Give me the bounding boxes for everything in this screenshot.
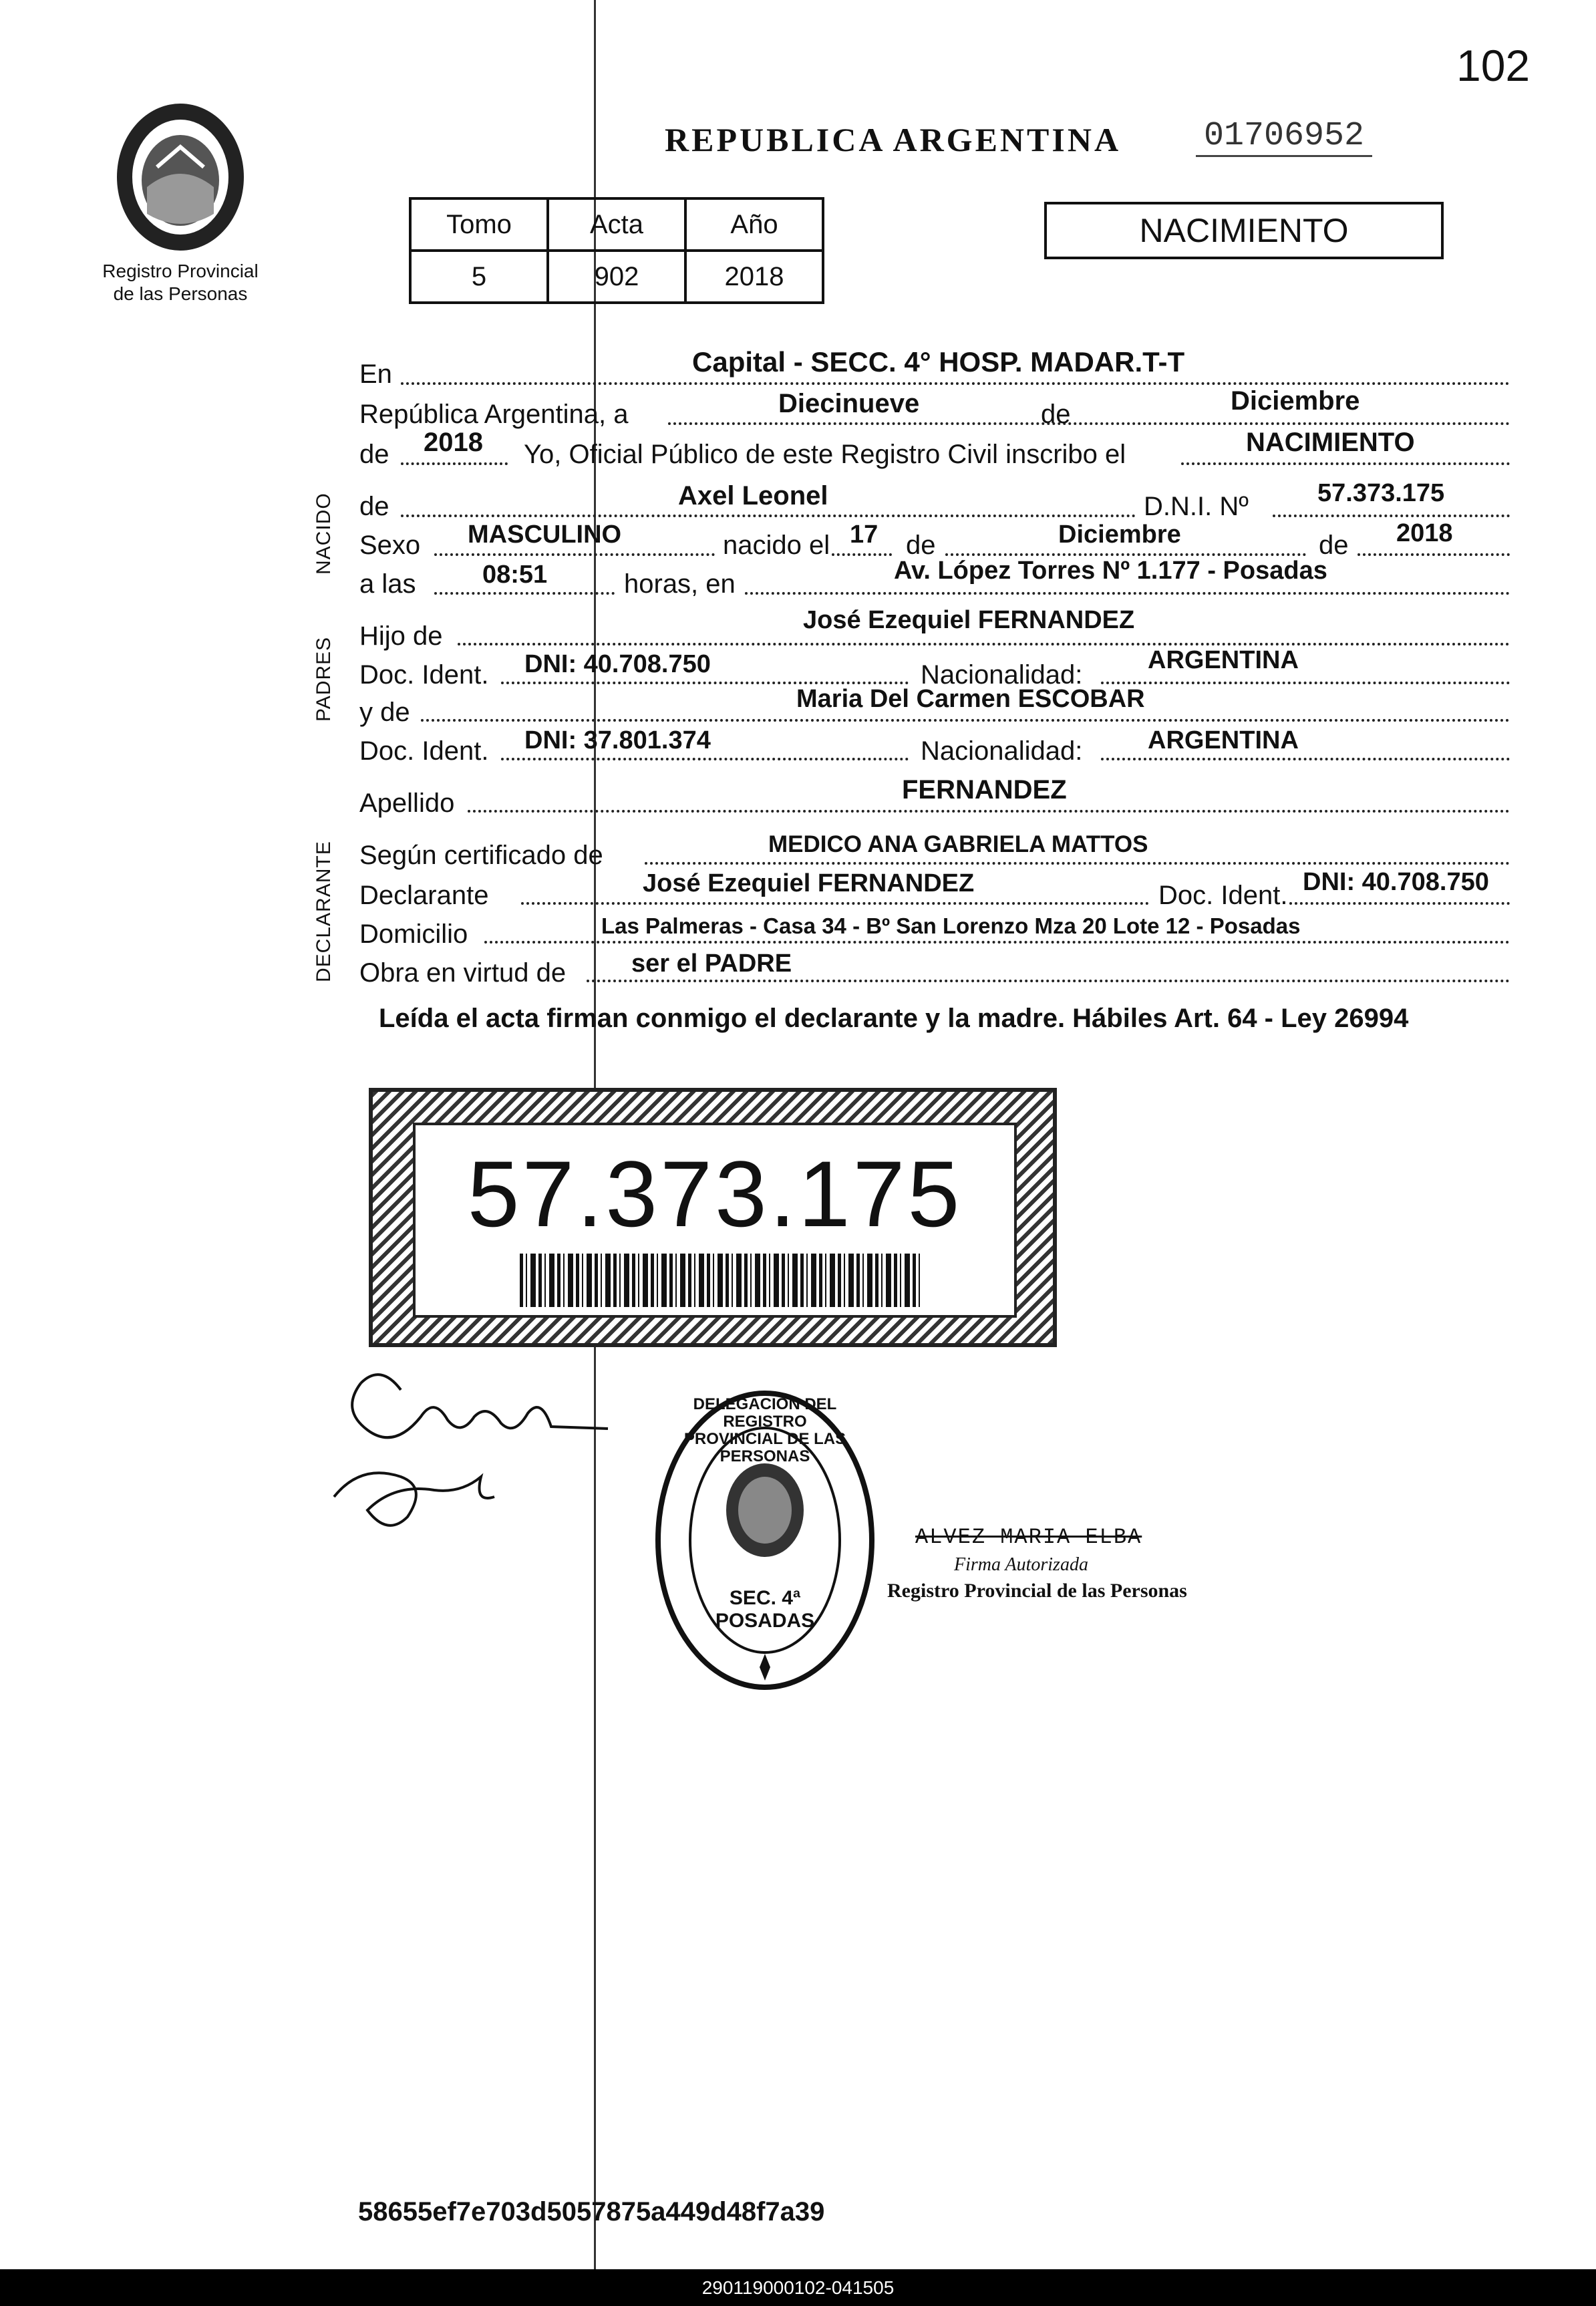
label-declarante: Declarante xyxy=(359,881,489,910)
dots xyxy=(401,382,1510,385)
value-declarante-doc: DNI: 40.708.750 xyxy=(1303,868,1489,896)
label-sexo: Sexo xyxy=(359,531,421,560)
dots xyxy=(401,462,508,465)
value-madre: Maria Del Carmen ESCOBAR xyxy=(796,685,1145,713)
value-nombre: Axel Leonel xyxy=(678,481,828,511)
value-hora: 08:51 xyxy=(482,561,548,589)
serial-number: 01706952 xyxy=(1196,117,1372,157)
dots xyxy=(501,758,909,760)
value-lugar: Capital - SECC. 4° HOSP. MADAR.T-T xyxy=(692,346,1185,378)
dots xyxy=(484,941,1510,944)
province-logo xyxy=(100,100,261,254)
dni-stamp-number: 57.373.175 xyxy=(467,1141,963,1246)
value-certificado: MEDICO ANA GABRIELA MATTOS xyxy=(768,831,1148,857)
value-lugar-nac: Av. López Torres Nº 1.177 - Posadas xyxy=(894,557,1327,585)
table-header-acta: Acta xyxy=(548,198,685,251)
value-anio: 2018 xyxy=(424,428,483,457)
value-padre-nac: ARGENTINA xyxy=(1148,646,1299,674)
dots xyxy=(421,719,1510,722)
barcode xyxy=(520,1254,921,1307)
side-label-padres: PADRES xyxy=(313,636,335,722)
seal-inner-text: SEC. 4ª POSADAS xyxy=(715,1587,815,1632)
dots xyxy=(1358,553,1510,556)
value-obra: ser el PADRE xyxy=(631,950,792,978)
value-padre-doc: DNI: 40.708.750 xyxy=(524,650,711,678)
seal-ring-text: DELEGACION DEL REGISTRO PROVINCIAL DE LAS PERSONAS xyxy=(683,1395,846,1465)
closing-text: Leída el acta firman conmigo el declarante y la madre. Hábiles Art. 64 - Ley 26994 xyxy=(379,1004,1409,1033)
label-doc-ident-2: Doc. Ident. xyxy=(359,736,489,766)
dots xyxy=(1273,515,1510,517)
page-number: 102 xyxy=(1456,41,1531,90)
signer-role: Firma Autorizada xyxy=(954,1554,1088,1575)
official-seal xyxy=(651,1387,879,1701)
value-dni: 57.373.175 xyxy=(1317,479,1445,507)
dots xyxy=(401,515,1136,517)
dots xyxy=(1181,462,1510,465)
table-value-anio: 2018 xyxy=(685,251,823,303)
label-hijo-de: Hijo de xyxy=(359,621,443,651)
label-de-month: de xyxy=(1041,400,1071,429)
label-nacionalidad-2: Nacionalidad: xyxy=(921,736,1083,766)
side-label-declarante: DECLARANTE xyxy=(313,841,335,982)
value-apellido: FERNANDEZ xyxy=(902,775,1067,805)
dots xyxy=(1101,682,1510,684)
dots xyxy=(434,592,615,595)
dots xyxy=(645,862,1510,865)
record-table xyxy=(409,197,824,304)
label-de3: de xyxy=(1319,531,1349,560)
table-value-tomo: 5 xyxy=(410,251,548,303)
logo-caption-2: de las Personas xyxy=(113,283,248,304)
dots xyxy=(1101,758,1510,760)
signer-org: Registro Provincial de las Personas xyxy=(887,1580,1187,1602)
value-anio-nac: 2018 xyxy=(1396,519,1453,547)
dots xyxy=(521,902,1149,905)
label-domicilio: Domicilio xyxy=(359,919,468,949)
value-madre-doc: DNI: 37.801.374 xyxy=(524,726,711,754)
value-madre-nac: ARGENTINA xyxy=(1148,726,1299,754)
label-yo: Yo, Oficial Público de este Registro Civil inscribo el xyxy=(524,440,1126,469)
table-value-acta: 902 xyxy=(548,251,685,303)
dots xyxy=(458,643,1510,645)
value-padre: José Ezequiel FERNANDEZ xyxy=(803,606,1135,634)
label-doc-ident-1: Doc. Ident. xyxy=(359,660,489,690)
value-mes: Diciembre xyxy=(1231,386,1360,416)
dots xyxy=(745,592,1510,595)
dots xyxy=(668,422,1510,425)
signature-declarante xyxy=(321,1356,628,1544)
record-type-box: NACIMIENTO xyxy=(1044,202,1444,259)
table-header-anio: Año xyxy=(685,198,823,251)
dots xyxy=(832,553,892,556)
dots xyxy=(1289,902,1510,905)
dots xyxy=(587,980,1510,982)
label-segun-cert: Según certificado de xyxy=(359,841,603,870)
value-sexo: MASCULINO xyxy=(468,521,622,549)
label-de-name: de xyxy=(359,492,389,521)
value-declarante: José Ezequiel FERNANDEZ xyxy=(643,869,975,897)
label-en: En xyxy=(359,359,392,389)
label-nacido-el: nacido el xyxy=(723,531,830,560)
value-mes-nac: Diciembre xyxy=(1058,521,1181,549)
dots xyxy=(434,553,715,556)
value-domicilio: Las Palmeras - Casa 34 - Bº San Lorenzo Mza 20 Lote 12 - Posadas xyxy=(601,913,1301,938)
label-de2: de xyxy=(906,531,936,560)
logo-caption-1: Registro Provincial xyxy=(102,261,259,281)
label-nacionalidad-1: Nacionalidad: xyxy=(921,660,1083,690)
label-a-las: a las xyxy=(359,569,416,599)
table-header-tomo: Tomo xyxy=(410,198,548,251)
label-apellido: Apellido xyxy=(359,788,455,818)
dni-stamp xyxy=(369,1088,1057,1347)
label-obra: Obra en virtud de xyxy=(359,958,567,988)
label-horas-en: horas, en xyxy=(624,569,736,599)
signer-name: ALVEZ MARIA ELBA xyxy=(915,1525,1142,1550)
label-doc-ident-3: Doc. Ident. xyxy=(1158,881,1288,910)
label-republica: República Argentina, a xyxy=(359,400,629,429)
label-y-de: y de xyxy=(359,698,410,727)
label-dni: D.N.I. Nº xyxy=(1144,492,1249,521)
dots xyxy=(468,810,1510,813)
value-tipo: NACIMIENTO xyxy=(1246,428,1415,457)
document-hash: 58655ef7e703d5057875a449d48f7a39 xyxy=(358,2197,825,2226)
country-title: REPUBLICA ARGENTINA xyxy=(665,121,1122,158)
value-dia-nac: 17 xyxy=(850,521,879,549)
label-de-year: de xyxy=(359,440,389,469)
value-dia-letras: Diecinueve xyxy=(778,389,920,418)
side-label-nacido: NACIDO xyxy=(313,492,335,575)
footer-code: 290119000102-041505 xyxy=(0,2269,1596,2306)
